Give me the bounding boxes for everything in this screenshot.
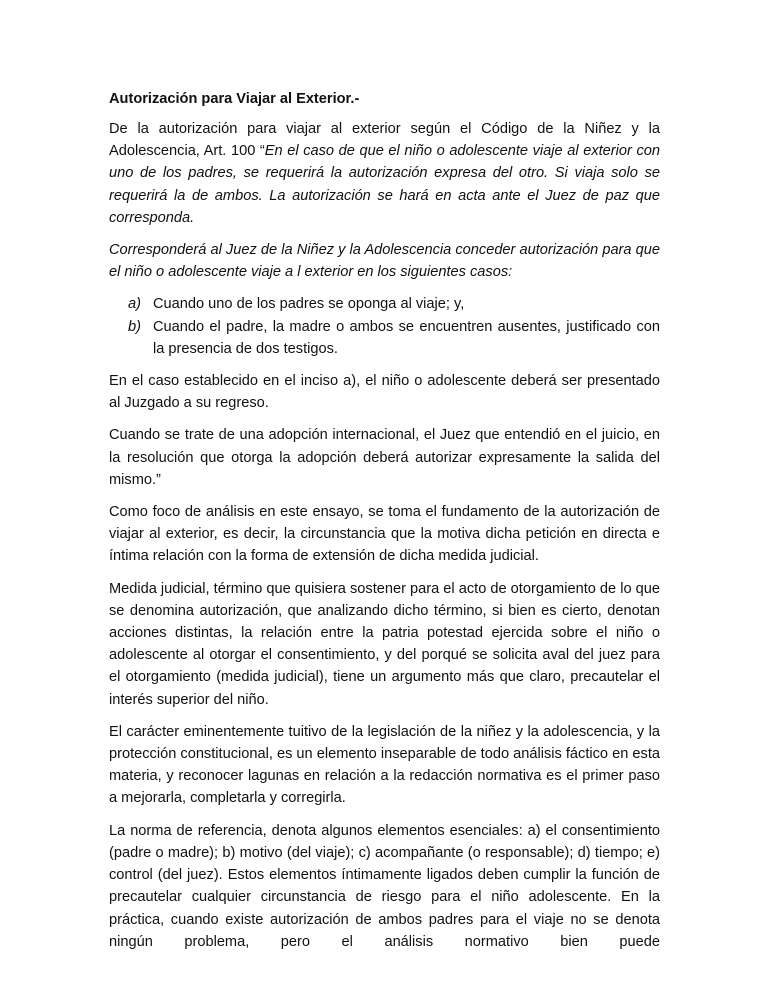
- case-text-a: Cuando uno de los padres se oponga al viaje; y,: [153, 296, 465, 313]
- case-item-a: [109, 293, 660, 315]
- cases-list: [109, 293, 660, 360]
- case-text-b: Cuando el padre, la madre o ambos se encuentren ausentes, justificado con la presencia de dos testigos.: [153, 318, 660, 357]
- case-marker-a: a): [128, 296, 141, 313]
- case-item-b: [109, 316, 660, 360]
- intro-normal-text: De la autorización para viajar al exterior según el Código de la Niñez y la Adolescencia, Art. 100 “: [109, 121, 660, 160]
- paragraph-inciso-a: En el caso establecido en el inciso a), el niño o adolescente deberá ser presentado al Juzgado a su regreso.: [109, 373, 660, 412]
- paragraph-international-adoption: Cuando se trate de una adopción internacional, el Juez que entendió en el juicio, en la resolución que otorga la adopción deberá autorizar expresamente la salida del mismo.”: [109, 427, 660, 488]
- intro-quoted-law-text: En el caso de que el niño o adolescente viaje al exterior con uno de los padres, se requerirá la autorización expresa del otro. Si viaja solo se requerirá la de ambos. La autorización se hará en acta ante el Juez de paz que corresponda.: [109, 143, 661, 226]
- paragraph-norm-elements: La norma de referencia, denota algunos elementos esenciales: a) el consentimiento (padre o madre); b) motivo (del viaje); c) acompañante (o responsable); d) tiempo; e) control (del juez). Estos elementos íntimamente ligados deben cumplir la función de precautelar cualquier circunstancia de riesgo para el niño adolescente. En la práctica, cuando existe autorización de ambos padres para el viaje no se denota ningún problema, pero el análisis normativo bien puede: [109, 822, 660, 950]
- document-title: Autorización para Viajar al Exterior.-: [109, 91, 360, 107]
- paragraph-analysis-focus: Como foco de análisis en este ensayo, se toma el fundamento de la autorización de viajar al exterior, es decir, la circunstancia que la motiva dicha petición en directa e íntima relación con la forma de extensión de dicha medida judicial.: [109, 504, 660, 565]
- document-page: [109, 88, 660, 963]
- paragraph-judicial-measure: Medida judicial, término que quisiera sostener para el acto de otorgamiento de lo que se denomina autorización, que analizando dicho término, si bien es cierto, denotan acciones distintas, la relación entre la patria potestad ejercida sobre el niño o adolescente al otorgar el consentimiento, y del porqué se solicita aval del juez para el otorgamiento (medida judicial), tiene un argumento más que claro, precautelar el interés superior del niño.: [109, 580, 660, 708]
- paragraph-protective-character: El carácter eminentemente tuitivo de la legislación de la niñez y la adolescencia, y la protección constitucional, es un elemento inseparable de todo análisis fáctico en esta materia, y reconocer lagunas en relación a la redacción normativa es el primer paso a mejorarla, completarla y corregirla.: [109, 723, 660, 807]
- paragraph-intro: [109, 118, 660, 229]
- case-marker-b: b): [128, 318, 141, 335]
- paragraph-judge-cases: Corresponderá al Juez de la Niñez y la Adolescencia conceder autorización para que el niño o adolescente viaje a l exterior en los siguientes casos:: [109, 242, 660, 281]
